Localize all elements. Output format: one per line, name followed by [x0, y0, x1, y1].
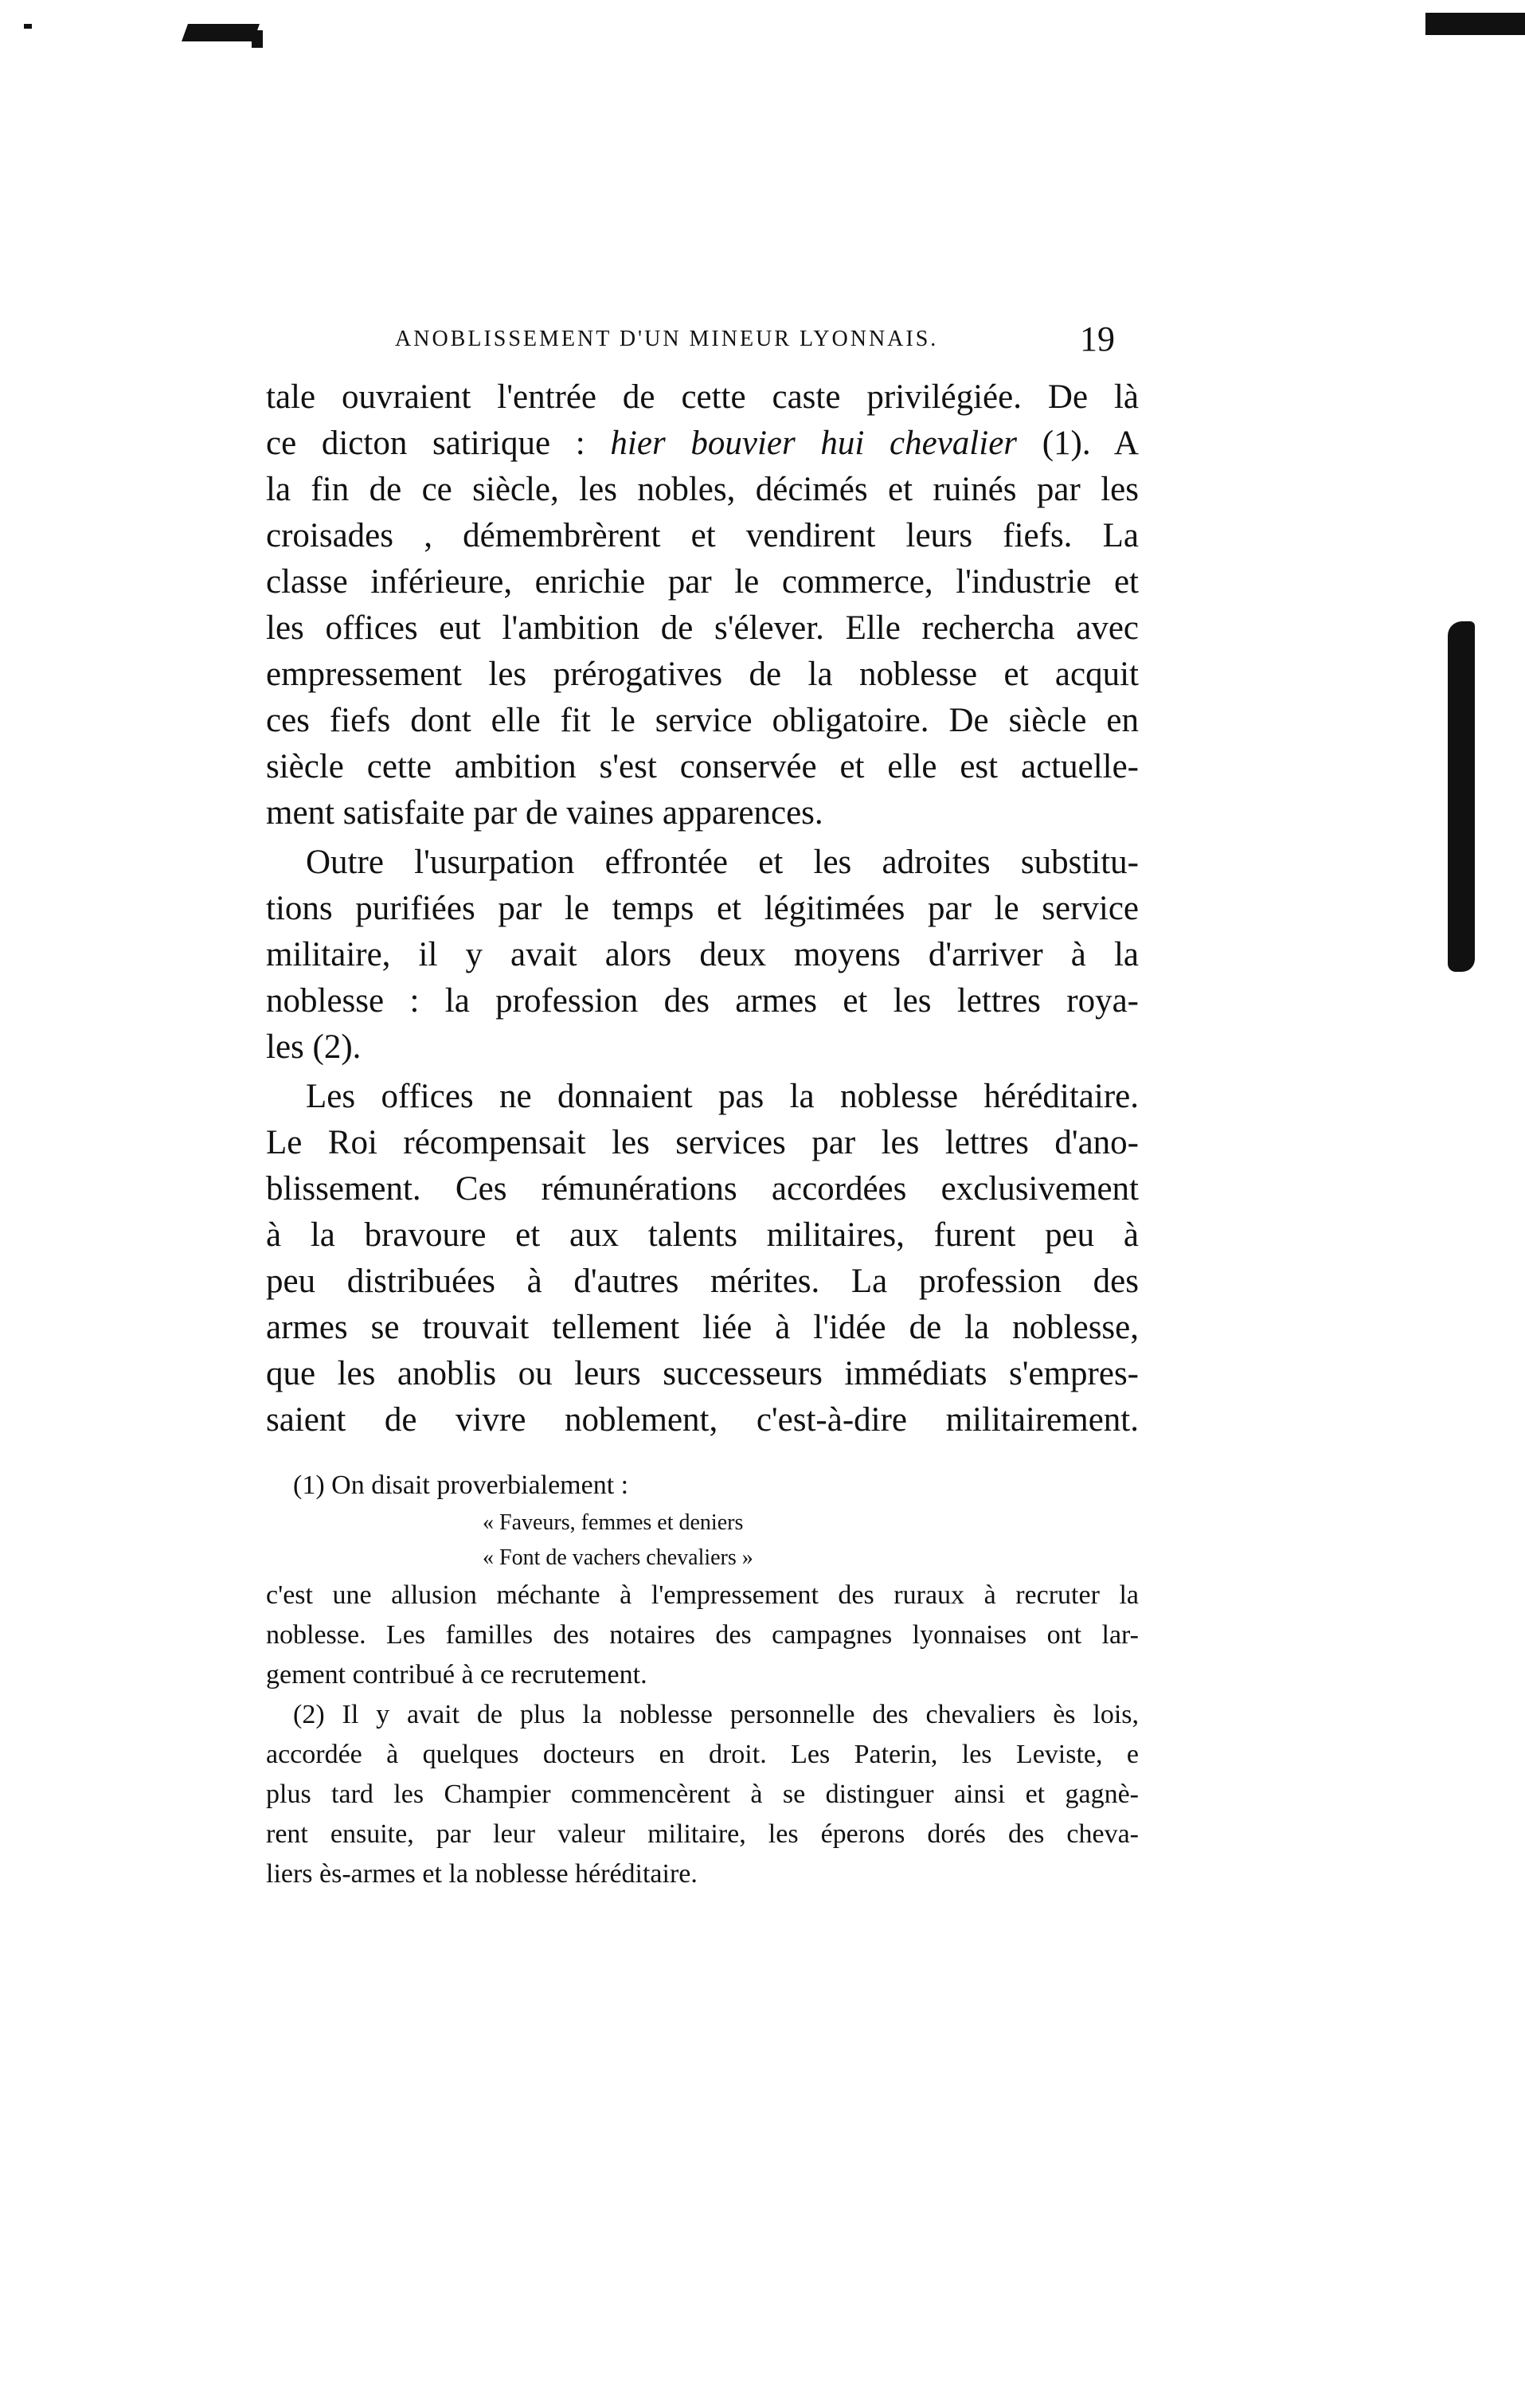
footnote-1-line: gement contribué à ce recrutement.: [266, 1660, 647, 1690]
running-title: ANOBLISSEMENT D'UN MINEUR LYONNAIS.: [395, 327, 939, 351]
proverb-line-2: « Font de vachers chevaliers »: [483, 1545, 753, 1570]
page-number: 19: [1080, 319, 1115, 358]
body-line: militaire, il y avait alors deux moyens d'arriver à la: [266, 936, 1139, 973]
body-text: [266, 374, 1139, 1443]
body-line: siècle cette ambition s'est conservée et elle est actuelle-: [266, 748, 1139, 785]
footnote-1-line: c'est une allusion méchante à l'empressement des ruraux à recruter la: [266, 1580, 1139, 1610]
body-line: noblesse : la profession des armes et les lettres roya-: [266, 982, 1139, 1020]
footnote-2-line: liers ès-armes et la noblesse héréditaire.: [266, 1859, 698, 1889]
body-line-text: ce dicton satirique :: [266, 425, 611, 462]
body-line: ces fiefs dont elle fit le service obligatoire. De siècle en: [266, 702, 1139, 739]
scan-mark-top-left: [182, 24, 260, 41]
proverb-line-1: « Faveurs, femmes et deniers: [483, 1510, 744, 1535]
scan-mark-top-left-tail: [252, 30, 263, 48]
body-line: classe inférieure, enrichie par le commerce, l'industrie et: [266, 563, 1139, 601]
body-line: la fin de ce siècle, les nobles, décimés et ruinés par les: [266, 471, 1139, 508]
body-line: empressement les prérogatives de la noblesse et acquit: [266, 656, 1139, 693]
footnote-2-line: (2) Il y avait de plus la noblesse personnelle des chevaliers ès lois,: [293, 1700, 1139, 1729]
body-line: ment satisfaite par de vaines apparences.: [266, 794, 823, 832]
body-line: tions purifiées par le temps et légitimées par le service: [266, 890, 1139, 927]
scan-mark-right-edge: [1448, 621, 1475, 972]
body-line: à la bravoure et aux talents militaires, furent peu à: [266, 1216, 1139, 1254]
running-head: [0, 319, 1525, 366]
footnote-2-line: accordée à quelques docteurs en droit. Les Paterin, les Leviste, e: [266, 1740, 1139, 1769]
body-line: Le Roi récompensait les services par les lettres d'ano-: [266, 1124, 1139, 1161]
body-line: les offices eut l'ambition de s'élever. Elle rechercha avec: [266, 609, 1139, 647]
body-line: saient de vivre noblement, c'est-à-dire militairement.: [266, 1401, 1139, 1439]
body-line: Les offices ne donnaient pas la noblesse héréditaire.: [306, 1078, 1139, 1115]
scan-mark-top-right: [1425, 13, 1525, 35]
scan-speck: [24, 24, 32, 29]
footnote-1-intro: (1) On disait proverbialement :: [293, 1470, 629, 1500]
footnote-1-line: noblesse. Les familles des notaires des campagnes lyonnaises ont lar-: [266, 1620, 1139, 1650]
body-line: armes se trouvait tellement liée à l'idée de la noblesse,: [266, 1309, 1139, 1346]
dicton-italic: hier bouvier hui chevalier: [610, 425, 1018, 462]
footnote-2-line: plus tard les Champier commencèrent à se distinguer ainsi et gagnè-: [266, 1780, 1139, 1809]
body-line: peu distribuées à d'autres mérites. La profession des: [266, 1263, 1139, 1300]
body-line: Outre l'usurpation effrontée et les adroites substitu-: [306, 844, 1139, 881]
body-line: les (2).: [266, 1028, 362, 1066]
footnotes: [266, 1466, 1139, 1894]
body-line-dicton: [266, 421, 1139, 467]
body-line: tale ouvraient l'entrée de cette caste privilégiée. De là: [266, 378, 1139, 416]
footnote-2-line: rent ensuite, par leur valeur militaire, les éperons dorés des cheva-: [266, 1819, 1139, 1849]
dicton-tail: (1). A: [1017, 425, 1139, 462]
body-line: blissement. Ces rémunérations accordées exclusivement: [266, 1170, 1139, 1208]
body-line: que les anoblis ou leurs successeurs immédiats s'empres-: [266, 1355, 1139, 1392]
body-line: croisades , démembrèrent et vendirent leurs fiefs. La: [266, 517, 1139, 554]
